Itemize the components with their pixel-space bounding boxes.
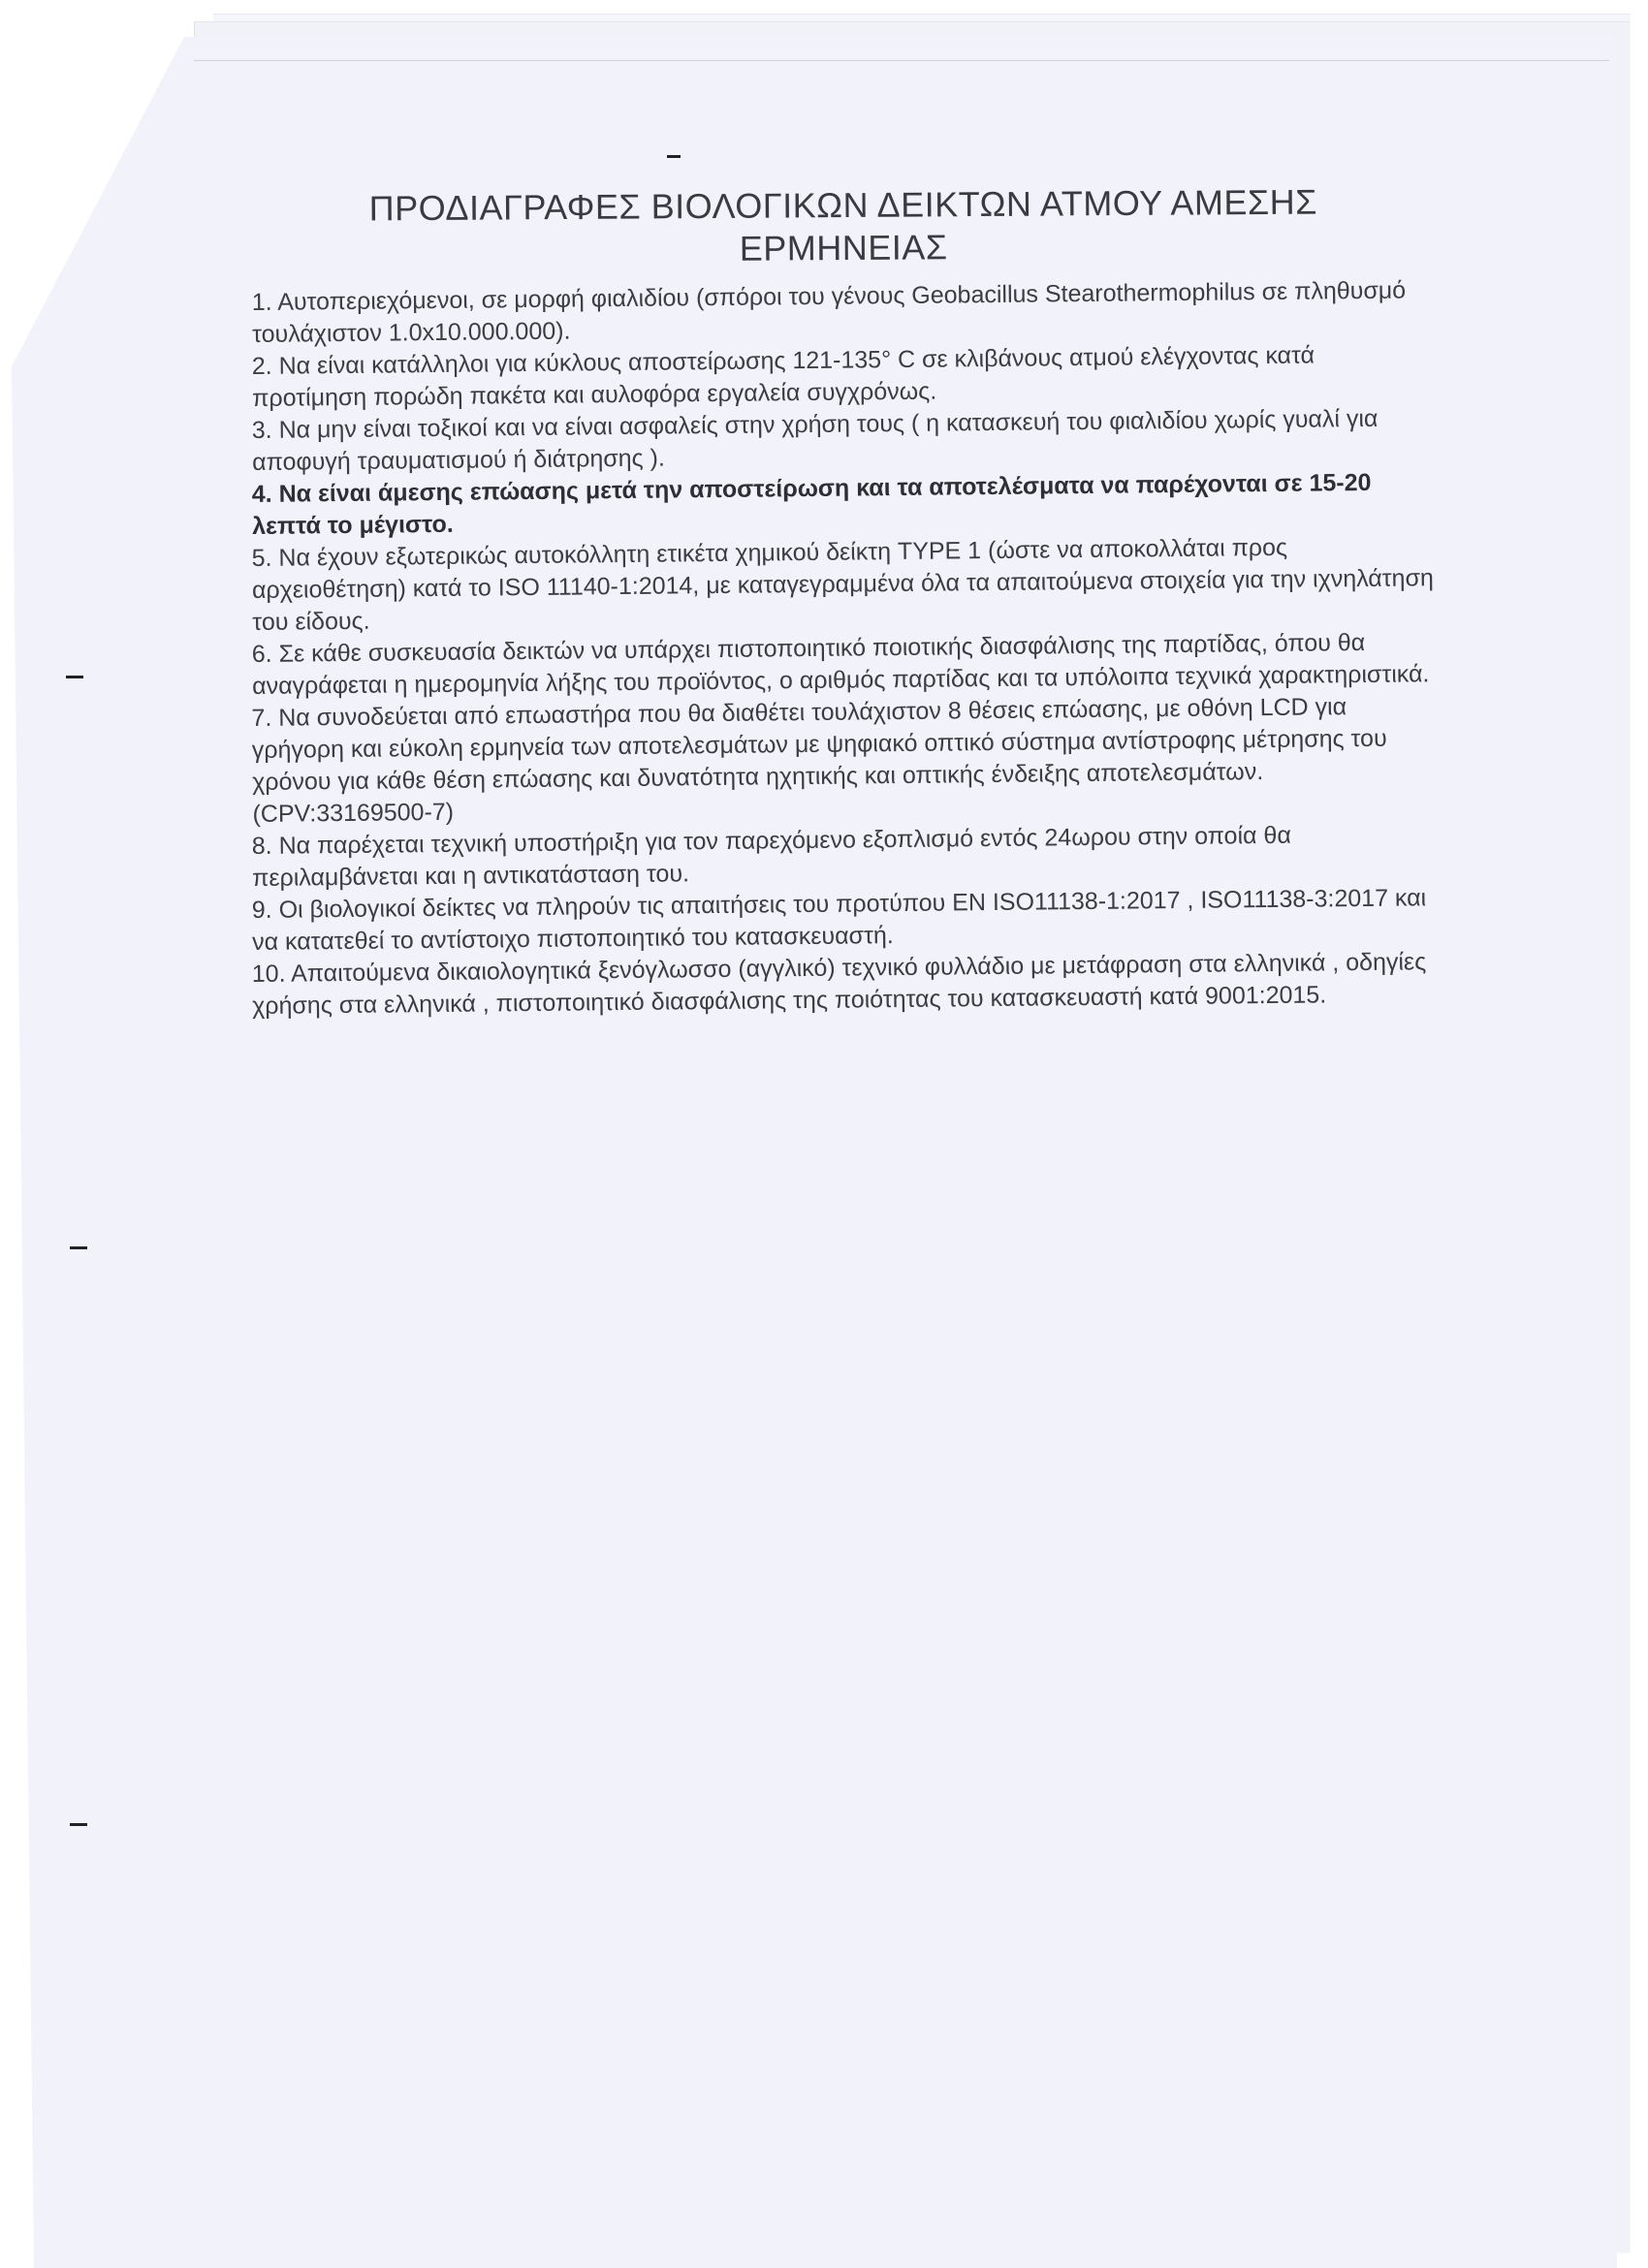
spec-item-10: 10. Απαιτούμενα δικαιολογητικά ξενόγλωσσο (αγγλικό) τεχνικό φυλλάδιο με μετάφραση στα ελληνικά , οδηγίες χρήσης στα ελληνικά , πιστοποιητικό διασφάλισης της ποιότητας του κατασκευαστή κατά 9001:2015. xyxy=(251,948,1427,1020)
scan-mark xyxy=(667,155,681,158)
spec-item-8: 8. Να παρέχεται τεχνική υποστήριξη για τον παρεχόμενο εξοπλισμό εντός 24ωρου στην οποία θα περιλαμβάνεται και η αντικατάσταση του. xyxy=(251,821,1291,892)
title-line-1: ΠΡΟΔΙΑΓΡΑΦΕΣ ΒΙΟΛΟΓΙΚΩΝ ΔΕΙΚΤΩΝ ΑΤΜΟΥ ΑΜΕΣΗΣ xyxy=(368,181,1318,229)
spec-item-3: 3. Να μην είναι τοξικοί και να είναι ασφαλείς στην χρήση τους ( η κατασκευή του φιαλιδίου χωρίς γυαλί για αποφυγή τραυματισμού ή διάτρησης ). xyxy=(251,404,1379,476)
spec-item-2: 2. Να είναι κατάλληλοι για κύκλους αποστείρωσης 121-135° C σε κλιβάνους ατμού ελέγχοντας κατά προτίμηση πορώδη πακέτα και αυλοφόρα εργαλεία συγχρόνως. xyxy=(251,341,1315,412)
scan-mark xyxy=(66,676,83,678)
spec-item-4: 4. Να είναι άμεσης επώασης μετά την αποστείρωση και τα αποτελέσματα να παρέχονται σε 15-20 λεπτά το μέγιστο. xyxy=(251,468,1372,540)
spec-item-1: 1. Αυτοπεριεχόμενοι, σε μορφή φιαλιδίου (σπόροι του γένους Geobacillus Stearothermophilus σε πληθυσμό τουλάχιστον 1.0x10.000.000). xyxy=(251,276,1407,348)
document-title xyxy=(252,180,1436,274)
spec-item-7: 7. Να συνοδεύεται από επωαστήρα που θα διαθέτει τουλάχιστον 8 θέσεις επώασης, με οθόνη LCD για γρήγορη και εύκολη ερμηνεία των αποτελεσμάτων με ψηφιακό οπτικό σύστημα αντίστροφης μέτρησης του χρόνου για κάθε θέση επώασης και δυνατότητα ηχητικής και οπτικής ένδειξης αποτελεσμάτων.(CPV:33169500-7) xyxy=(251,693,1387,828)
spec-item-6: 6. Σε κάθε συσκευασία δεικτών να υπάρχει πιστοποιητικό ποιοτικής διασφάλισης της παρτίδας, όπου θα αναγράφεται η ημερομηνία λήξης του προϊόντος, ο αριθμός παρτίδας και τα υπόλοιπα τεχνικά χαρακτηριστικά. xyxy=(251,628,1430,700)
scan-mark xyxy=(70,1246,87,1249)
spec-item-9: 9. Οι βιολογικοί δείκτες να πληρούν τις απαιτήσεις του προτύπου EN ISO11138-1:2017 , ISO11138-3:2017 και να κατατεθεί το αντίστοιχο πιστοποιητικό του κατασκευαστή. xyxy=(251,884,1427,956)
document-body xyxy=(251,181,1435,1023)
scan-mark xyxy=(70,1823,87,1826)
spec-item-5: 5. Να έχουν εξωτερικώς αυτοκόλλητη ετικέτα χημικού δείκτη TYPE 1 (ώστε να αποκολλάται προς αρχειοθέτηση) κατά το ISO 11140-1:2014, με καταγεγραμμένα όλα τα απαιτούμενα στοιχεία για την ιχνηλάτηση του είδους. xyxy=(251,533,1434,636)
page-edge xyxy=(194,60,1609,61)
title-line-2: ΕΡΜΗΝΕΙΑΣ xyxy=(739,227,948,268)
